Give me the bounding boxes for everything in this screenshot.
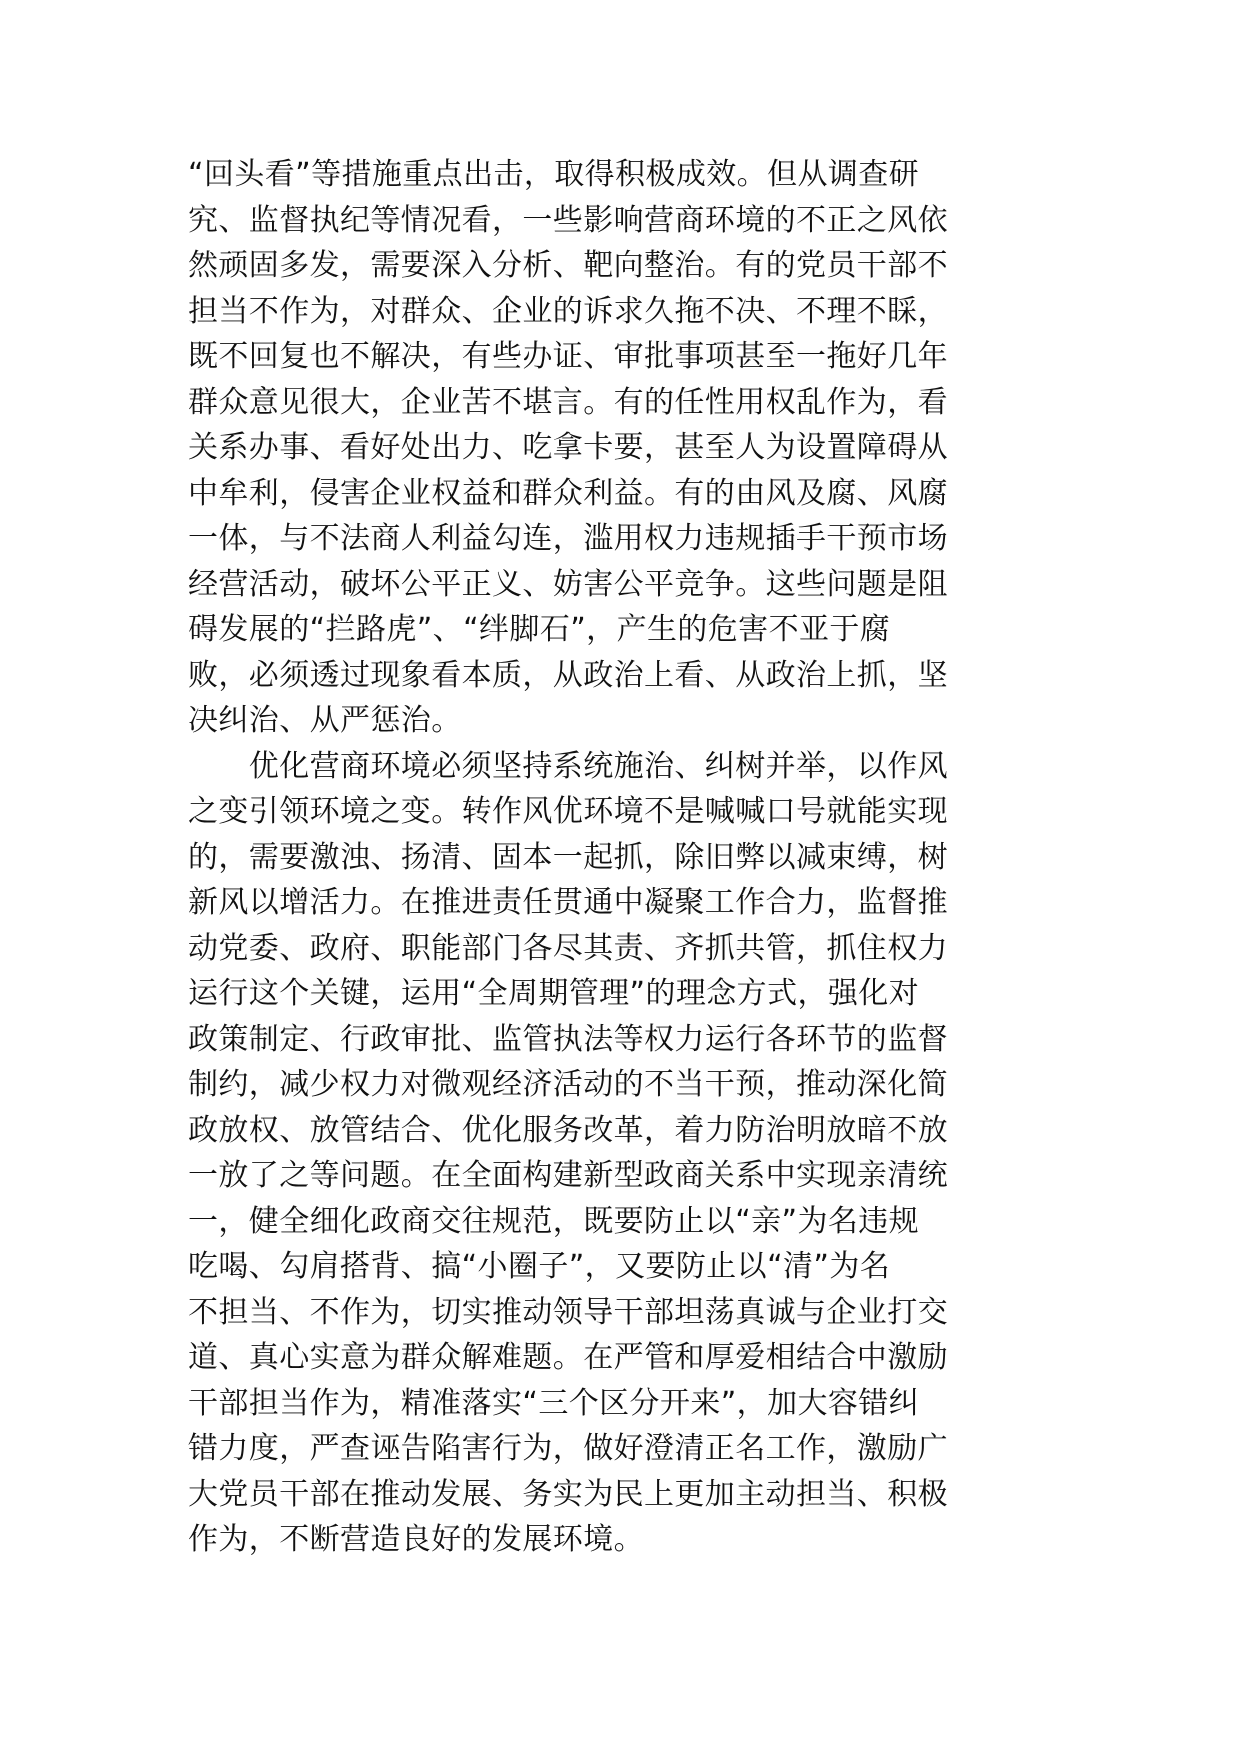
text-line: 新风以增活力。在推进责任贯通中凝聚工作合力，监督推 xyxy=(188,885,948,920)
text-line: 之变引领环境之变。转作风优环境不是喊喊口号就能实现 xyxy=(188,794,948,829)
text-line: 关系办事、看好处出力、吃拿卡要，甚至人为设置障碍从 xyxy=(188,430,948,465)
text-line: 决纠治、从严惩治。 xyxy=(188,703,462,738)
text-line: 经营活动，破坏公平正义、妨害公平竞争。这些问题是阻 xyxy=(188,566,948,602)
text-line: 的，需要激浊、扬清、固本一起抓，除旧弊以减束缚，树 xyxy=(188,839,948,875)
text-line: 政放权、放管结合、优化服务改革，着力防治明放暗不放 xyxy=(188,1112,948,1148)
text-line: 群众意见很大，企业苦不堪言。有的任性用权乱作为，看 xyxy=(188,384,948,420)
text-line: 中牟利，侵害企业权益和群众利益。有的由风及腐、风腐 xyxy=(188,475,948,511)
text-line: 作为，不断营造良好的发展环境。 xyxy=(188,1522,644,1557)
text-line: 动党委、政府、职能部门各尽其责、齐抓共管，抓住权力 xyxy=(188,930,948,966)
text-line: 败，必须透过现象看本质，从政治上看、从政治上抓，坚 xyxy=(188,657,948,693)
text-line: 不担当、不作为，切实推动领导干部坦荡真诚与企业打交 xyxy=(188,1294,948,1330)
text-line: 一放了之等问题。在全面构建新型政商关系中实现亲清统 xyxy=(188,1158,948,1193)
text-line: 既不回复也不解决，有些办证、审批事项甚至一拖好几年 xyxy=(188,339,948,374)
text-line: 然顽固多发，需要深入分析、靶向整治。有的党员干部不 xyxy=(188,248,948,283)
text-line: 大党员干部在推动发展、务实为民上更加主动担当、积极 xyxy=(188,1476,948,1512)
text-line: 优化营商环境必须坚持系统施治、纠树并举，以作风 xyxy=(188,748,948,784)
text-line: 一，健全细化政商交往规范，既要防止以“亲”为名违规 xyxy=(188,1203,920,1239)
text-line: 一体，与不法商人利益勾连，滥用权力违规插手干预市场 xyxy=(188,521,948,556)
text-line: 道、真心实意为群众解难题。在严管和厚爱相结合中激励 xyxy=(188,1340,948,1375)
text-line: 碍发展的“拦路虎”、“绊脚石”，产生的危害不亚于腐 xyxy=(188,612,891,647)
text-line: 究、监督执纪等情况看，一些影响营商环境的不正之风依 xyxy=(188,202,948,238)
text-line: 政策制定、行政审批、监管执法等权力运行各环节的监督 xyxy=(188,1021,948,1057)
text-line: 制约，减少权力对微观经济活动的不当干预，推动深化简 xyxy=(188,1067,948,1102)
document-body xyxy=(188,152,1058,1563)
text-line: 担当不作为，对群众、企业的诉求久拖不决、不理不睬， xyxy=(188,293,948,329)
text-line: 错力度，严查诬告陷害行为，做好澄清正名工作，激励广 xyxy=(188,1431,948,1466)
text-line: 干部担当作为，精准落实“三个区分开来”，加大容错纠 xyxy=(188,1385,920,1421)
text-line: 吃喝、勾肩搭背、搞“小圈子”，又要防止以“清”为名 xyxy=(188,1249,891,1284)
text-line: 运行这个关键，运用“全周期管理”的理念方式，强化对 xyxy=(188,976,920,1011)
text-line: “回头看”等措施重点出击，取得积极成效。但从调查研 xyxy=(188,157,920,192)
